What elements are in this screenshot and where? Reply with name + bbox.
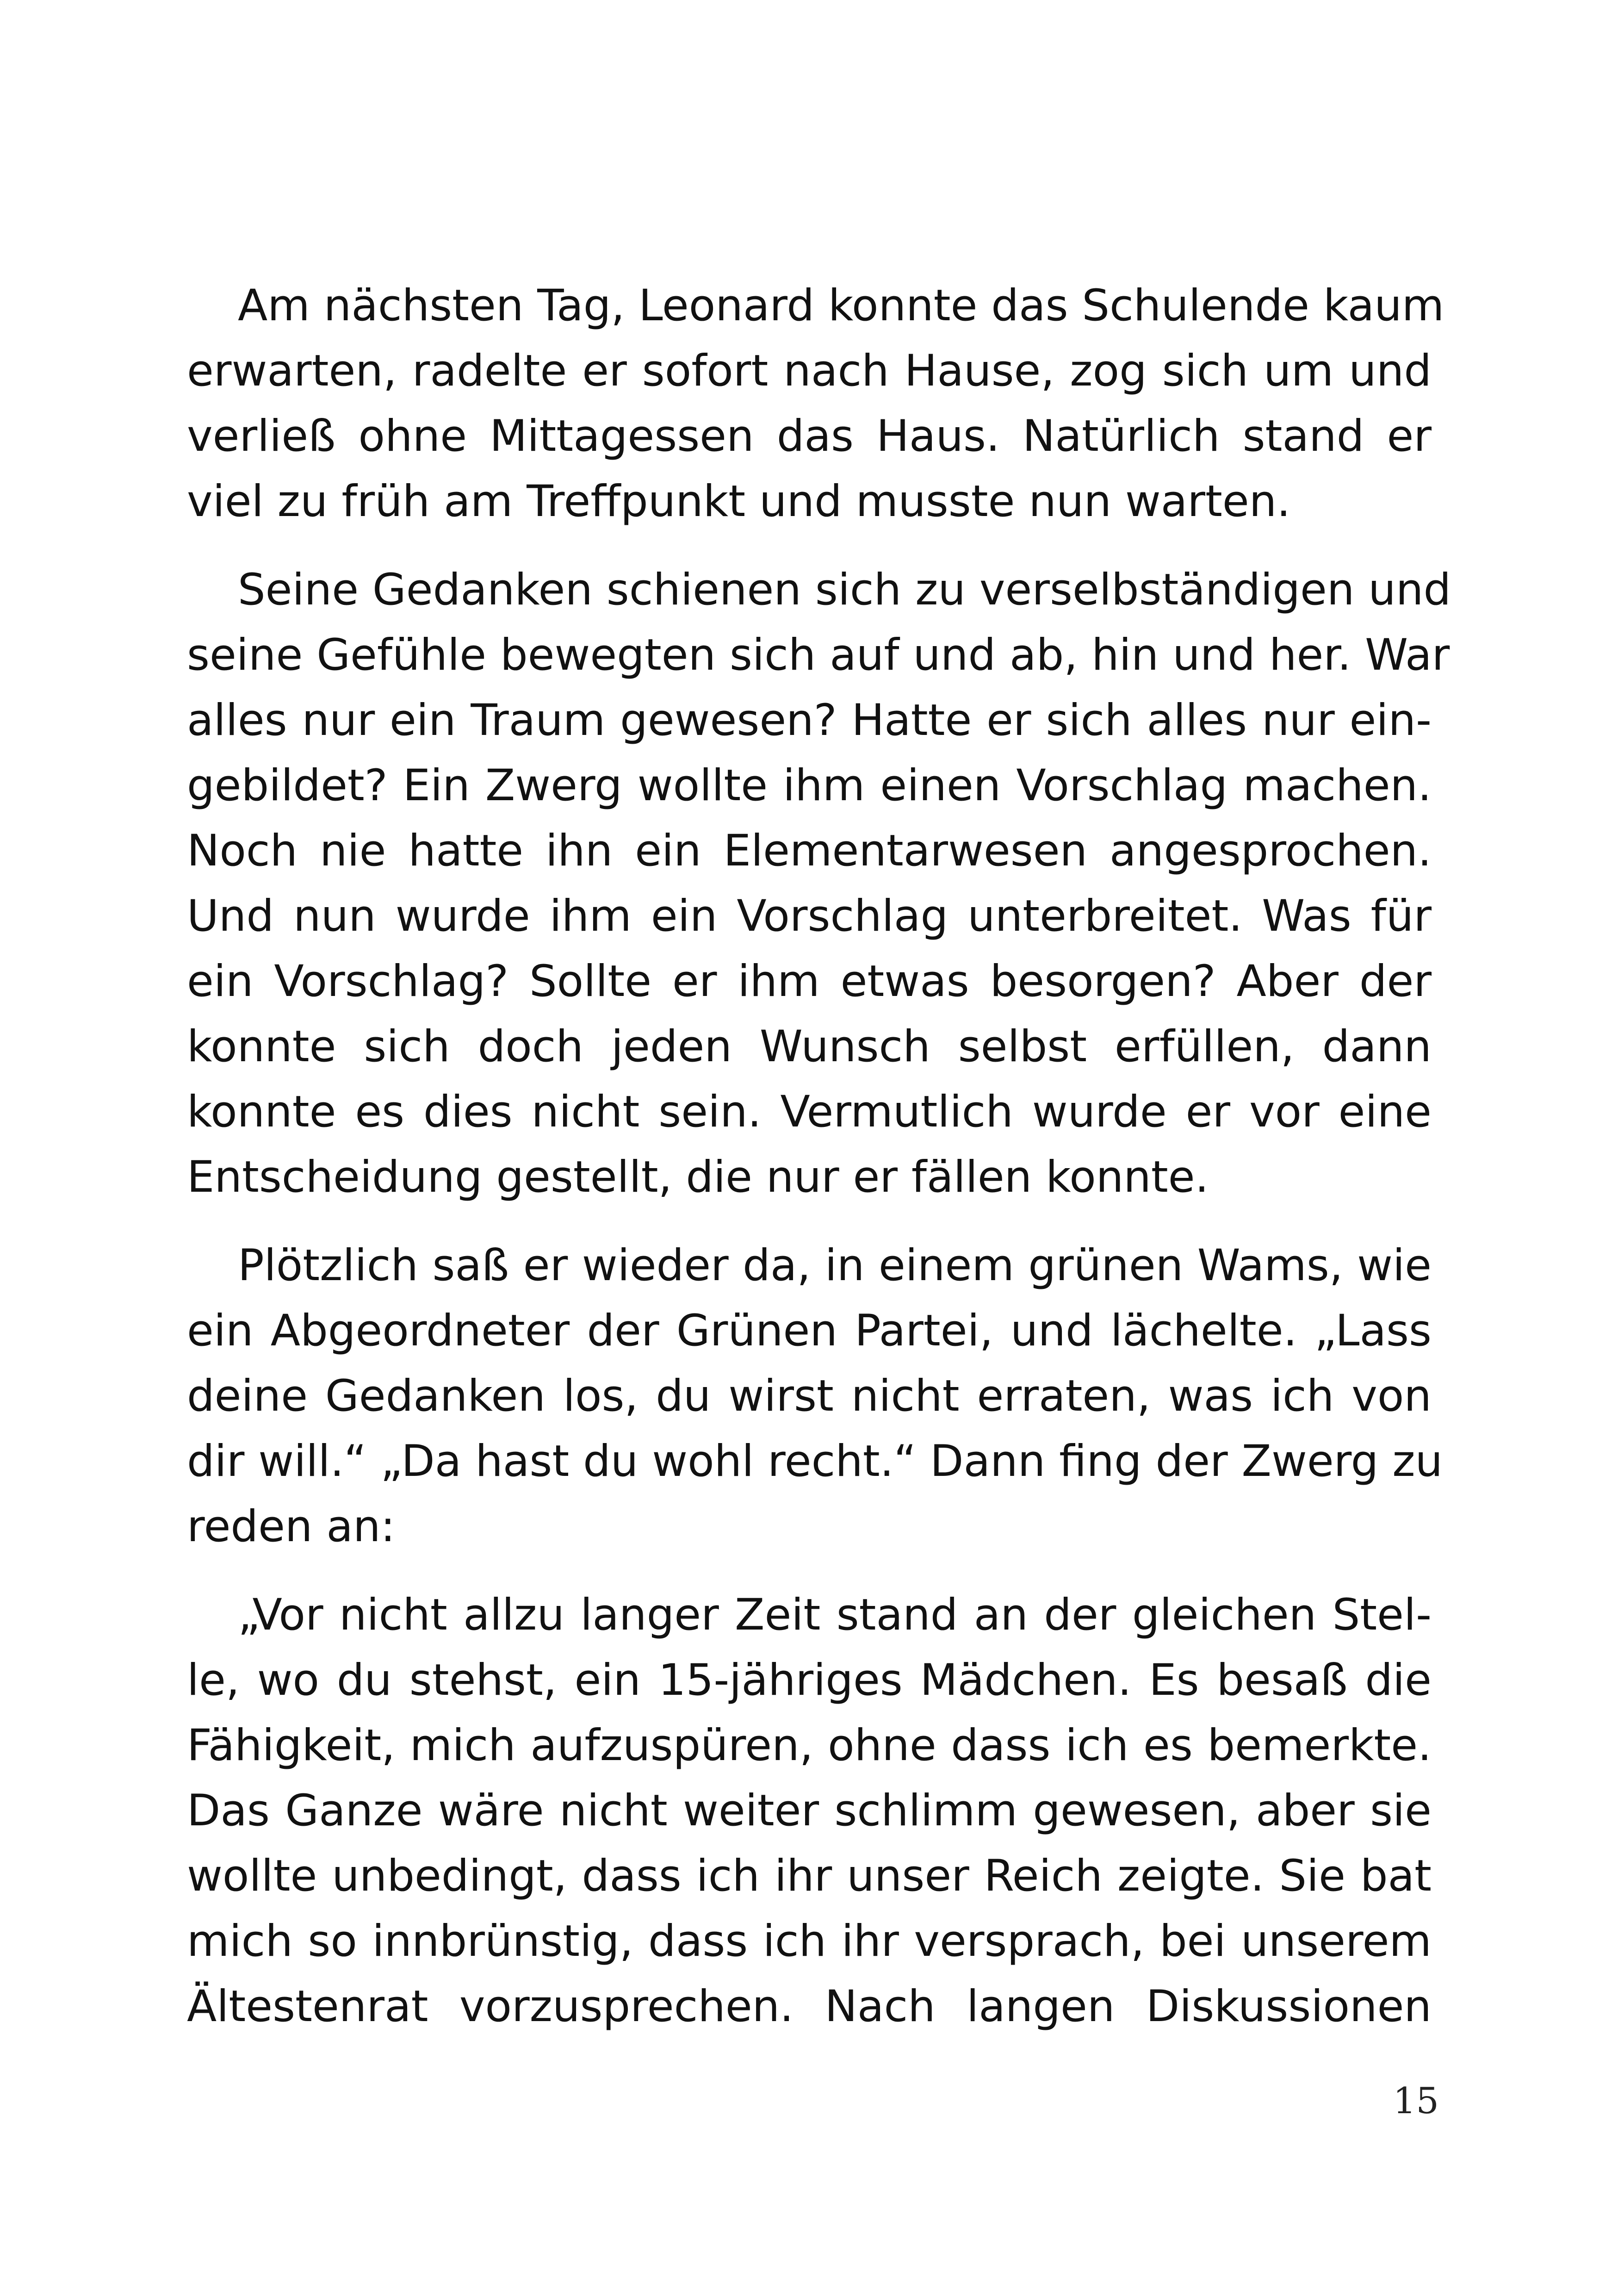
text-line: viel zu früh am Treffpunkt und musste nun warten. — [187, 476, 1291, 527]
text-line: Und nun wurde ihm ein Vorschlag unterbreitet. Was für — [187, 891, 1432, 941]
text-line: verließ ohne Mittagessen das Haus. Natürlich stand er — [187, 411, 1432, 461]
text-line: Seine Gedanken schienen sich zu verselbständigen und — [238, 565, 1451, 615]
text-line: konnte sich doch jeden Wunsch selbst erfüllen, dann — [187, 1021, 1432, 1072]
text-line: Ältestenrat vorzusprechen. Nach langen Diskussionen — [187, 1981, 1432, 2032]
body-text — [187, 273, 1451, 2062]
text-line: seine Gefühle bewegten sich auf und ab, hin und her. War — [187, 630, 1450, 680]
text-line: mich so innbrünstig, dass ich ihr versprach, bei unserem — [187, 1916, 1432, 1966]
page-number: 15 — [1393, 2080, 1439, 2122]
text-line: wollte unbedingt, dass ich ihr unser Reich zeigte. Sie bat — [187, 1851, 1432, 1901]
text-line: reden an: — [187, 1501, 396, 1552]
text-line: erwarten, radelte er sofort nach Hause, zog sich um und — [187, 346, 1432, 396]
text-line: Plötzlich saß er wieder da, in einem grünen Wams, wie — [238, 1240, 1432, 1291]
text-line: Noch nie hatte ihn ein Elementarwesen angesprochen. — [187, 826, 1432, 876]
text-line: alles nur ein Traum gewesen? Hatte er sich alles nur ein- — [187, 695, 1432, 746]
paragraph — [187, 1233, 1443, 1559]
text-line: deine Gedanken los, du wirst nicht erraten, was ich von — [187, 1371, 1432, 1421]
text-line: ein Abgeordneter der Grünen Partei, und lächelte. „Lass — [187, 1306, 1432, 1356]
text-line: ein Vorschlag? Sollte er ihm etwas besorgen? Aber der — [187, 956, 1432, 1007]
text-line: gebildet? Ein Zwerg wollte ihm einen Vorschlag machen. — [187, 760, 1432, 811]
paragraph — [187, 1582, 1432, 2039]
paragraph — [187, 557, 1451, 1210]
text-line: Entscheidung gestellt, die nur er fällen konnte. — [187, 1152, 1209, 1202]
text-line: Am nächsten Tag, Leonard konnte das Schulende kaum — [238, 280, 1444, 331]
text-line: Fähigkeit, mich aufzuspüren, ohne dass ich es bemerkte. — [187, 1720, 1432, 1771]
text-line: le, wo du stehst, ein 15-jähriges Mädchen. Es besaß die — [187, 1655, 1432, 1705]
text-line: dir will.“ „Da hast du wohl recht.“ Dann fing der Zwerg zu — [187, 1436, 1443, 1487]
text-line: Das Ganze wäre nicht weiter schlimm gewesen, aber sie — [187, 1786, 1432, 1836]
text-line: „Vor nicht allzu langer Zeit stand an der gleichen Stel- — [238, 1590, 1432, 1640]
paragraph — [187, 273, 1444, 534]
text-line: konnte es dies nicht sein. Vermutlich wurde er vor eine — [187, 1087, 1432, 1137]
